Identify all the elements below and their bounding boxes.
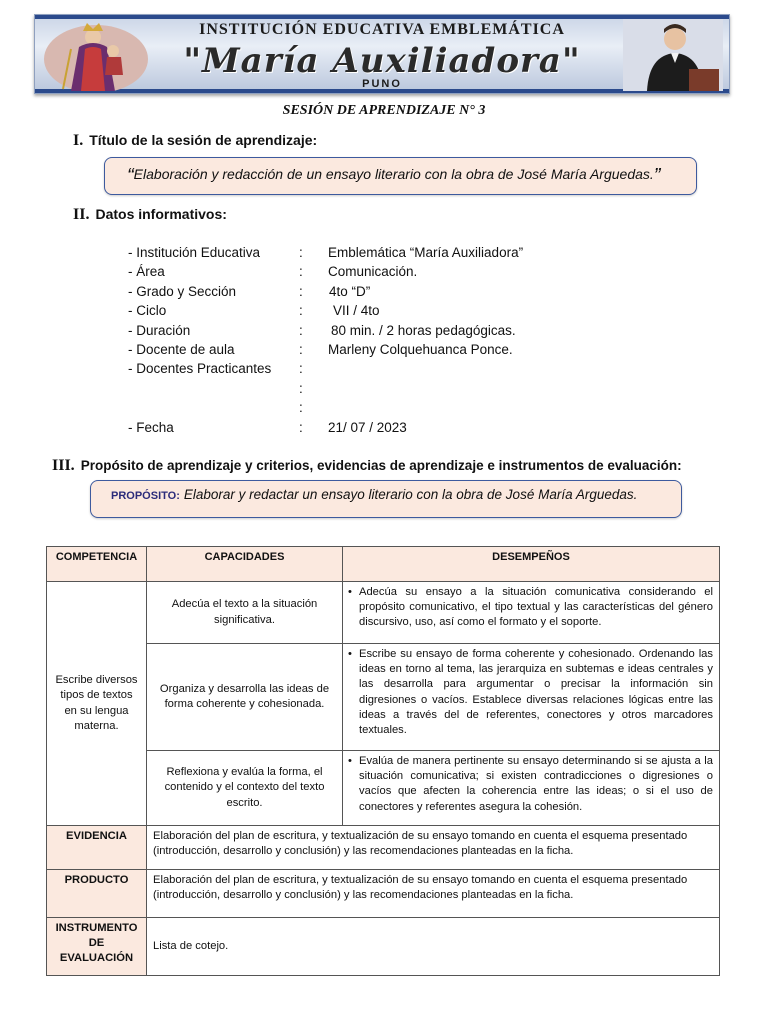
evidencia-row — [47, 826, 720, 870]
table-row — [47, 644, 720, 751]
info-colon: : — [299, 400, 303, 416]
info-value: 4to “D” — [329, 283, 371, 299]
info-colon: : — [299, 264, 303, 280]
capacidad-cell: Adecúa el texto a la situación significativa. — [147, 582, 343, 644]
info-colon: : — [299, 322, 303, 338]
banner-school-name: "María Auxiliadora" — [183, 41, 581, 81]
info-colon: : — [299, 245, 303, 260]
purpose-box — [90, 480, 682, 518]
section-3-heading — [52, 457, 682, 475]
info-label: - Grado y Sección — [128, 283, 237, 299]
info-colon: : — [299, 341, 303, 357]
section-2-numeral: II. — [73, 206, 90, 223]
desempeno-bullet: • Adecúa su ensayo a la situación comunicativa considerando el propósito comunicativo, el tipo textual y las características del género discursivo, uso, así como el formato y el soporte. — [349, 585, 713, 631]
info-value: Marleny Colquehuanca Ponce. — [328, 341, 513, 357]
table-row — [47, 751, 720, 826]
instrumento-row — [47, 918, 720, 976]
purpose-label: PROPÓSITO: — [111, 490, 180, 502]
banner-city: PUNO — [362, 78, 402, 90]
section-3-numeral: III. — [52, 457, 75, 474]
desempeno-cell — [343, 751, 720, 826]
section-1-numeral: I. — [73, 132, 84, 149]
header-capacidades: CAPACIDADES — [147, 547, 343, 582]
session-topic-text: Elaboración y redacción de un ensayo literario con la obra de José María Arguedas. — [133, 166, 654, 182]
desempeno-cell — [343, 582, 720, 644]
evidencia-label: EVIDENCIA — [47, 826, 147, 870]
purpose-text: Elaborar y redactar un ensayo literario con la obra de José María Arguedas. — [183, 487, 638, 502]
section-2-heading-text: Datos informativos: — [95, 206, 227, 222]
instrumento-text: Lista de cotejo. — [147, 918, 720, 976]
info-colon: : — [299, 283, 303, 299]
info-value: 80 min. / 2 horas pedagógicas. — [331, 322, 516, 338]
info-colon: : — [299, 361, 303, 377]
info-label: - Docentes Practicantes — [128, 361, 272, 377]
instrumento-label: INSTRUMENTO DE EVALUACIÓN — [47, 918, 147, 976]
info-colon: : — [299, 380, 303, 396]
open-quote-glyph: “ — [127, 165, 134, 187]
info-colon: : — [299, 419, 303, 435]
close-quote-glyph: ” — [653, 165, 661, 187]
table-row — [47, 582, 720, 644]
producto-row — [47, 870, 720, 918]
header-desempenos: DESEMPEÑOS — [343, 547, 720, 582]
info-value: 21/ 07 / 2023 — [328, 419, 407, 435]
section-1-heading-text: Título de la sesión de aprendizaje: — [89, 132, 318, 148]
desempeno-cell — [343, 644, 720, 751]
capacidad-cell: Organiza y desarrolla las ideas de forma coherente y cohesionada. — [147, 644, 343, 751]
desempeno-bullet: • Escribe su ensayo de forma coherente y cohesionado. Ordenando las ideas en torno al tema, las jerarquiza en subtemas e ideas centrales y las desarrolla para argumentar o precisar la información sin digresiones o vacíos. Establece diversas relaciones lógicas entre las ideas a través del de referentes, conectores y otros marcadores textuales. — [349, 647, 713, 738]
capacidad-cell: Reflexiona y evalúa la forma, el contenido y el contexto del texto escrito. — [147, 751, 343, 826]
session-title-box — [104, 157, 697, 195]
table-header-row — [47, 547, 720, 582]
info-label: - Docente de aula — [128, 341, 235, 357]
header-competencia: COMPETENCIA — [47, 547, 147, 582]
info-label: - Área — [128, 264, 165, 280]
banner-institution-line: INSTITUCIÓN EDUCATIVA EMBLEMÁTICA — [199, 21, 565, 38]
info-label: - Ciclo — [128, 303, 167, 319]
competencia-cell: Escribe diversos tipos de textos en su lengua materna. — [47, 582, 147, 826]
competency-table — [46, 546, 720, 976]
info-value: Comunicación. — [328, 264, 418, 280]
info-label: - Fecha — [128, 419, 174, 435]
info-colon: : — [299, 303, 303, 319]
desempeno-bullet: • Evalúa de manera pertinente su ensayo determinando si se ajusta a la situación comunicativa; si existen contradicciones o digresiones o vacíos que afecten la coherencia entre las ideas; o si el uso de conectores y referentes asegura la cohesión. — [349, 754, 713, 815]
section-3-heading-text: Propósito de aprendizaje y criterios, evidencias de aprendizaje e instrumentos de evaluación: — [80, 458, 682, 473]
session-topic — [127, 165, 660, 188]
producto-text: Elaboración del plan de escritura, y textualización de su ensayo tomando en cuenta el esquema presentado (introducción, desarrollo y conclusión) y las recomendaciones planteadas en la ficha. — [147, 870, 720, 918]
school-banner — [34, 14, 730, 94]
session-title: SESIÓN DE APRENDIZAJE N° 3 — [282, 103, 486, 118]
purpose-statement — [111, 487, 637, 502]
evidencia-text: Elaboración del plan de escritura, y textualización de su ensayo tomando en cuenta el esquema presentado (introducción, desarrollo y conclusión) y las recomendaciones planteadas en la ficha. — [147, 826, 720, 870]
info-value: Emblemática “María Auxiliadora” — [328, 245, 524, 260]
info-label: - Duración — [128, 322, 191, 338]
info-label: - Institución Educativa — [128, 245, 261, 260]
info-value: VII / 4to — [333, 303, 380, 319]
producto-label: PRODUCTO — [47, 870, 147, 918]
section-1-heading — [73, 132, 317, 150]
section-2-heading — [73, 206, 227, 224]
